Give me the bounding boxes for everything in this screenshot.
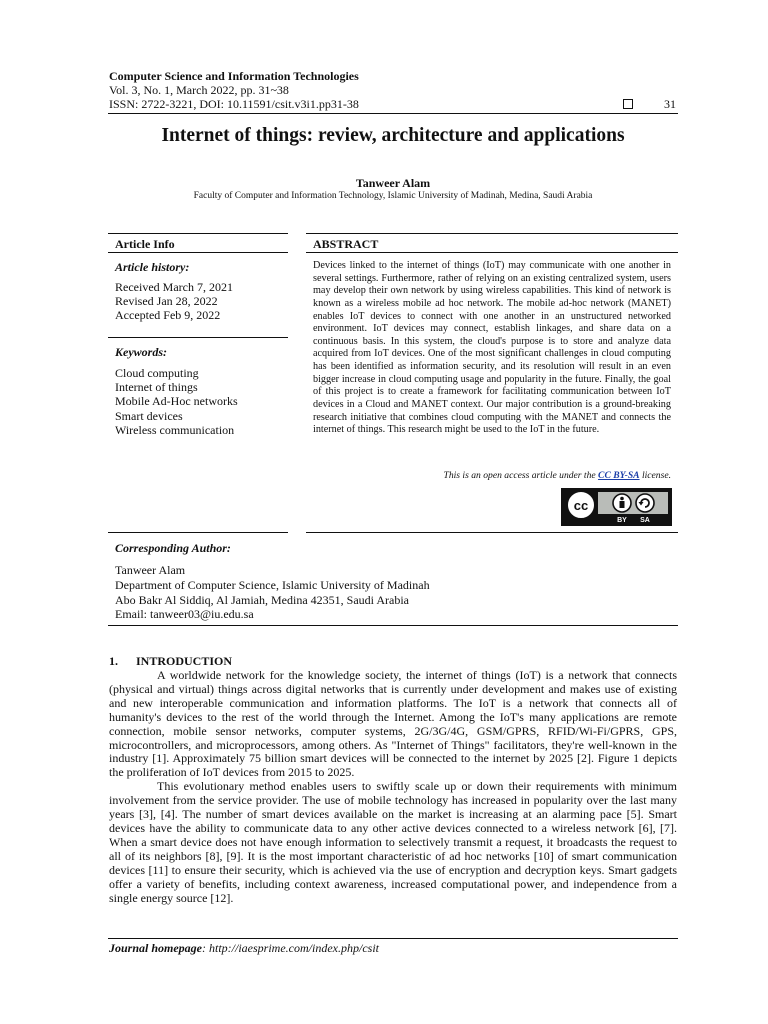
keyword-item: Internet of things <box>115 380 198 395</box>
square-icon <box>623 99 633 109</box>
page-number: 31 <box>664 97 676 111</box>
keywords-rule <box>108 337 288 338</box>
abstract-rule <box>306 252 678 253</box>
badge-sa-text: SA <box>640 517 650 524</box>
article-history-label: Article history: <box>115 260 190 274</box>
cc-by-sa-badge[interactable] <box>561 488 672 526</box>
keyword-item: Wireless communication <box>115 422 235 437</box>
article-info-bottom-rule <box>108 532 288 533</box>
cc-badge-graphic <box>562 489 671 525</box>
corresponding-address: Abo Bakr Al Siddiq, Al Jamiah, Medina 42351, Saudi Arabia <box>115 592 409 607</box>
history-accepted: Accepted Feb 9, 2022 <box>115 308 221 323</box>
article-history-list <box>115 280 233 323</box>
introduction-heading <box>109 654 232 669</box>
keywords-label: Keywords: <box>115 345 167 359</box>
history-revised: Revised Jan 28, 2022 <box>115 294 218 309</box>
keywords-list <box>115 366 238 437</box>
sa-share-icon <box>636 494 654 512</box>
section-number: 1. <box>109 654 118 668</box>
license-suffix: license. <box>639 470 671 481</box>
intro-paragraph: This evolutionary method enables users to swiftly scale up or down their requirements with minimum involvement from the service provider. The use of mobile technology has increased in popularity over the last many years [3], [4]. The number of smart devices available on the market is increasing at an alarming pace [5]. Smart devices have the ability to communicate data to any other active devices connected to a wireless network [6], [7]. When a smart device does not have enough information to selectively transmit a request, it broadcasts the request to all of its neighbors [8], [9]. It is the most important characteristic of ad hoc networks [10] of smart communication devices [11] to ensure their security, which is achieved via the use of encryption and decryption keys. Smart gadgets offer a variety of benefits, including context awareness, increased computational power, and independence from a single energy source [12]. <box>109 779 677 905</box>
header-rule <box>108 113 678 114</box>
article-info-top-rule <box>108 233 288 234</box>
open-access-notice <box>313 470 671 481</box>
keyword-item: Mobile Ad-Hoc networks <box>115 394 238 409</box>
homepage-url[interactable]: : http://iaesprime.com/index.php/csit <box>202 941 379 955</box>
article-info-heading: Article Info <box>115 237 175 251</box>
corresponding-author-details <box>115 563 430 622</box>
journal-name: Computer Science and Information Technologies <box>109 69 359 83</box>
abstract-bottom-rule <box>306 532 678 533</box>
corresponding-bottom-rule <box>108 625 678 626</box>
history-received: Received March 7, 2021 <box>115 280 233 294</box>
corresponding-author-label: Corresponding Author: <box>115 541 231 555</box>
journal-homepage <box>109 941 379 956</box>
abstract-heading: ABSTRACT <box>313 237 379 251</box>
section-title: INTRODUCTION <box>136 654 233 668</box>
corresponding-email: Email: tanweer03@iu.edu.sa <box>115 607 254 622</box>
corresponding-department: Department of Computer Science, Islamic University of Madinah <box>115 577 430 592</box>
article-info-rule <box>108 252 288 253</box>
footer-rule <box>108 938 678 939</box>
intro-body <box>109 669 677 905</box>
author-name: Tanweer Alam <box>355 176 431 190</box>
volume-info: Vol. 3, No. 1, March 2022, pp. 31~38 <box>109 83 289 97</box>
abstract-top-rule <box>306 233 678 234</box>
badge-by-text: BY <box>617 517 627 524</box>
license-prefix: This is an open access article under the <box>443 470 599 481</box>
corresponding-name: Tanweer Alam <box>115 563 186 577</box>
badge-gray-panel <box>598 492 668 514</box>
abstract-text: Devices linked to the internet of things (IoT) may communicate with one another in several settings. Furthermore, rather of relying on an existing centralized system, users may develop their own network by using wireless capabilities. This kind of network is known as a wireless mobile ad hoc network. The mobile ad-hoc network (MANET) enables IoT devices to connect with one another in an unstructured networked environment. IoT devices may connect, establish linkages, and share data on a continuous basis. In this system, the cloud's purpose is to store and analyze data acquired from IoT devices. One of the most significant challenges in cloud computing has been identified as information security, and its resolution will result in an even bigger increase in cloud computing usage and popularity in the future. Finally, the goal of this project is to create a framework for facilitating communication between IoT devices in a Cloud and MANET context. Our major contribution is a ground-breaking research initiative that combines cloud computing with the MANET and connects the internet of things. This research might be used to the IoT in the future. <box>313 260 671 436</box>
paper-title: Internet of things: review, architecture and applications <box>161 125 625 146</box>
issn-doi: ISSN: 2722-3221, DOI: 10.11591/csit.v3i1.pp31-38 <box>109 97 359 111</box>
intro-paragraph: A worldwide network for the knowledge society, the internet of things (IoT) is a network that connects (physical and virtual) things across digital networks that is currently under development and makes use of existing and new interoperable communication and information platforms. The IoT is a network that connects all of humanity's devices to the rest of the world through the Internet. Among the IoT's many applications are remote connection, mobile sensor networks, computer systems, 2G/3G/4G, GSM/GPRS, RFID/Wi-Fi/GPRS, GPS, microcontrollers, and microprocessors, among others. As "Internet of Things" facilitators, they're well-known in the industry [1]. Approximately 75 billion smart devices will be connected to the internet by 2025 [2]. Figure 1 depicts the proliferation of IoT devices from 2015 to 2025. <box>109 668 677 780</box>
keyword-item: Cloud computing <box>115 366 199 380</box>
cc-by-sa-link[interactable]: CC BY-SA <box>598 470 640 481</box>
author-affiliation: Faculty of Computer and Information Technology, Islamic University of Madinah, Medina, Saudi Arabia <box>193 191 593 201</box>
badge-cc-text: cc <box>573 498 589 513</box>
homepage-label: Journal homepage <box>109 941 203 955</box>
keyword-item: Smart devices <box>115 408 183 423</box>
